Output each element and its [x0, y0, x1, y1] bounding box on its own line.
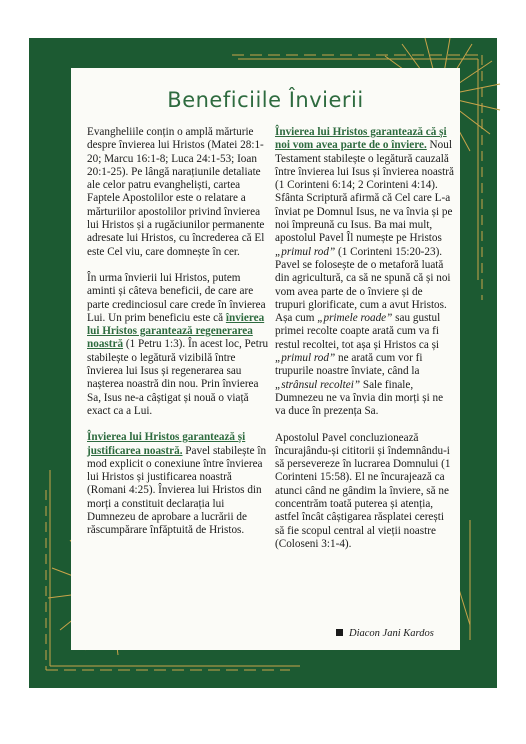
right-paragraph-1: Învierea lui Hristos garantează că și noi vom avea parte de o înviere. Noul Testament stabilește o legătură cauzală între învierea lui Isus și învierea noastră (1 Corinteni 6:14; 2 Corinteni 4:14). Sfânta Scriptură afirmă că Cel care L-a înviat pe Domnul Isus, ne va învia și pe noi împreună cu Isus. Ba mai mult, apostolul Pavel Îl numește pe Hristos „primul rod” (1 Corinteni 15:20-23). Pavel se folosește de o metaforă luată din agricultură, ca să ne spună că și noi vom avea parte de o înviere și de trupuri glorificate, cum a avut Hristos. Așa cum „primele roade” sau gustul primei recolte coapte arată cum va fi restul recoltei, tot așa și Hristos ca și „primul rod” ne arată cum vor fi trupurile noastre înviate, când la „strânsul recoltei” Sale finale, Dumnezeu ne va învia din morți și ne va duce în prezența Sa.: [275, 126, 454, 418]
signature-square-icon: [336, 629, 343, 636]
article-title: Beneficiile Învierii: [167, 88, 364, 112]
highlight-resurrection: Învierea lui Hristos garantează că și noi vom avea parte de o înviere.: [275, 126, 447, 152]
right-paragraph-2: Apostolul Pavel concluzionează încurajându-și cititorii și îndemnându-i să persevereze în lucrarea Domnului (1 Corinteni 15:58). El ne încurajează ca atunci când ne gândim la înviere, să ne concentrăm toată puterea și atenția, astfel încât câștigarea răsplatei cerești să fie scopul central al vieții noastre (Coloseni 3:1-4).: [275, 431, 451, 550]
signature: Diacon Jani Kardos: [336, 628, 434, 639]
highlight-regeneration: învierea lui Hristos garantează regenerarea noastră: [87, 311, 265, 351]
left-paragraph-2: În urma învierii lui Hristos, putem aminti și câteva beneficii, de care are parte credinciosul care crede în învierea Lui. Un prim beneficiu este că învierea lui Hristos garantează regenerarea noastră (1 Petru 1:3). În acest loc, Petru stabilește o legătură vizibilă între învierea lui Isus și regenerarea sau nașterea noastră din nou. Prin învierea Sa, Isus ne-a câștigat și nouă o viață exact ca a Lui.: [87, 271, 269, 417]
highlight-justification: Învierea lui Hristos garantează și justificarea noastră.: [87, 431, 246, 457]
left-column: [87, 126, 270, 551]
left-paragraph-1: Evangheliile conțin o amplă mărturie despre învierea lui Hristos (Matei 28:1-20; Marcu 16:1-8; Luca 24:1-53; Ioan 20:1-25). Pe lângă narațiunile detaliate ale celor patru evangheliști, cartea Faptele Apostolilor este o relatare a mărturiilor apostolilor privind învierea lui Hristos și a rugăciunilor permanente adresate lui Hristos, cu încrederea că El este Cel viu, care domnește în cer.: [87, 126, 265, 258]
right-column: [275, 126, 455, 564]
left-paragraph-3: Învierea lui Hristos garantează și justificarea noastră. Pavel stabilește în mod explicit o conexiune între învierea lui Hristos și justificarea noastră (Romani 4:25). Învierea lui Hristos din morți a constituit declarația lui Dumnezeu de aprobare a lucrării de răscumpărare înfăptuită de Hristos.: [87, 431, 267, 537]
